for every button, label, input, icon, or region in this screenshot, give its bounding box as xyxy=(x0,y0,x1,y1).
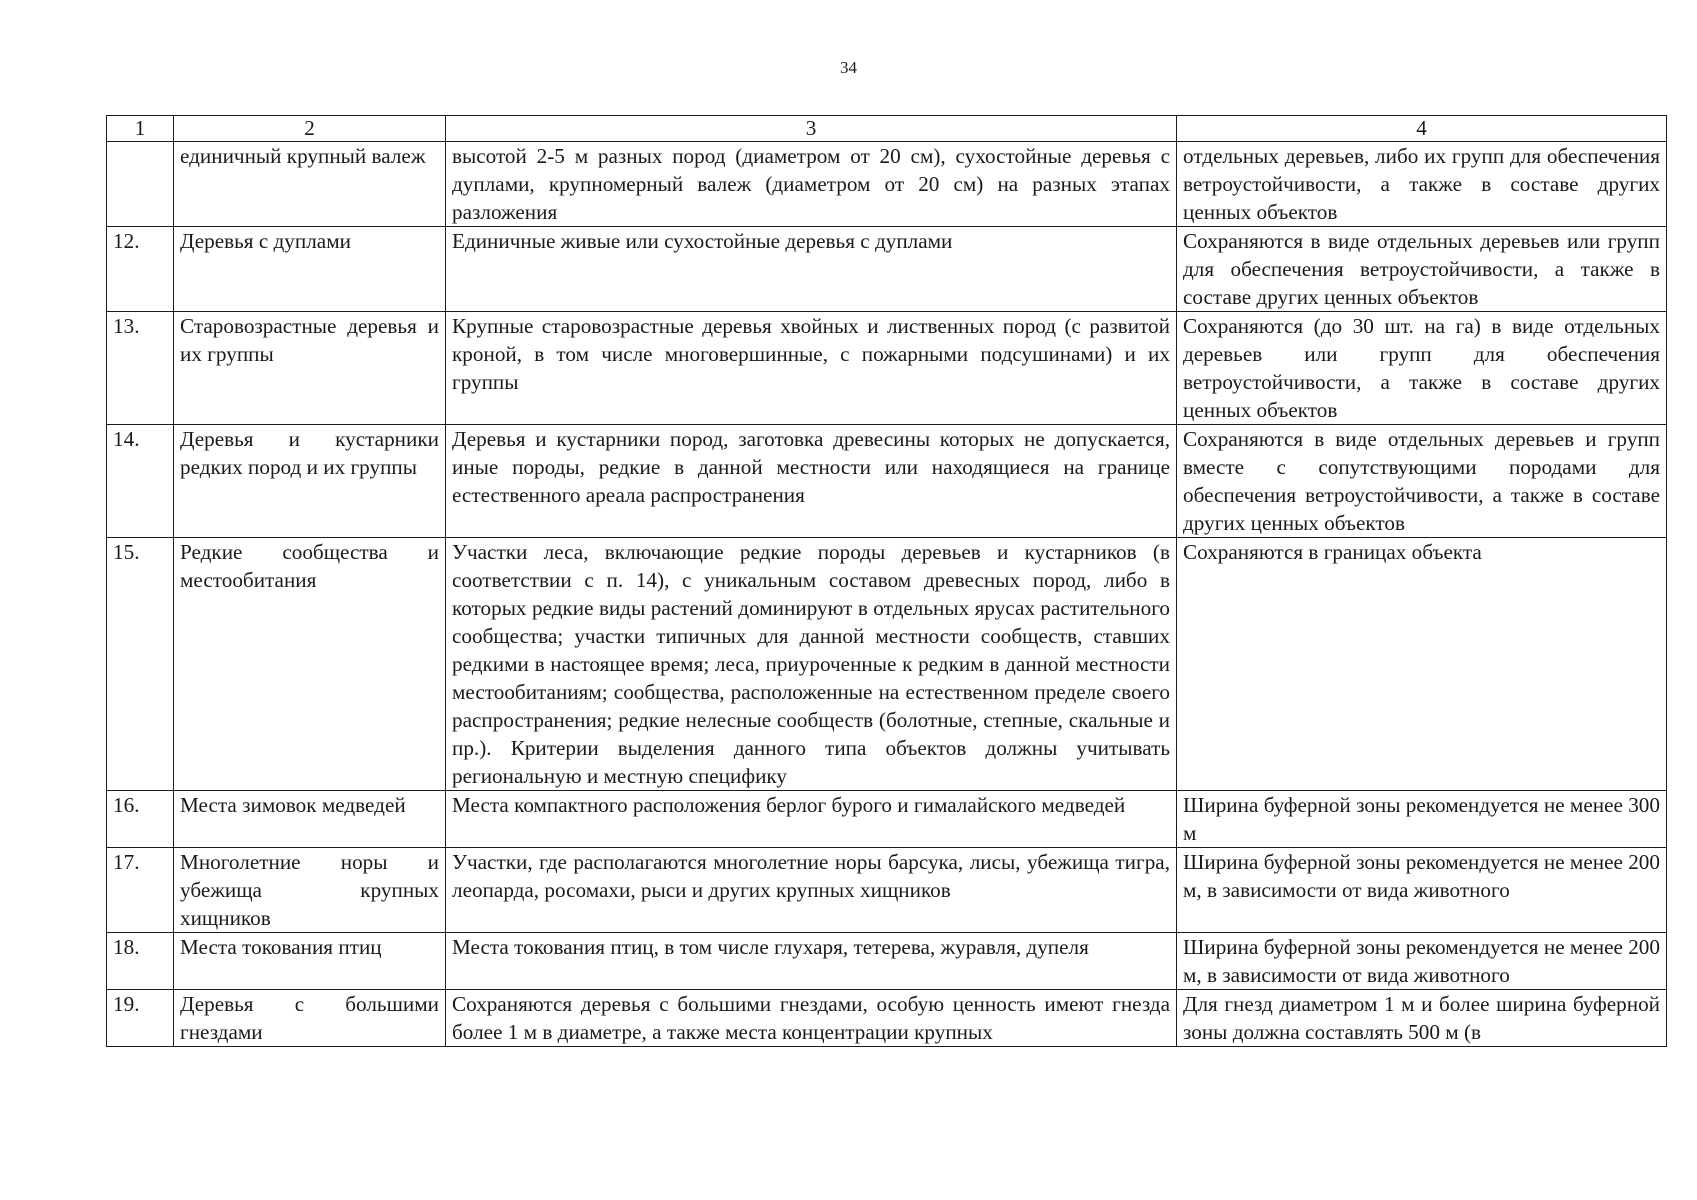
preservation-measures: Ширина буферной зоны рекомендуется не менее 300 м xyxy=(1177,791,1667,848)
table-row xyxy=(107,538,1667,791)
object-name: Места зимовок медведей xyxy=(174,791,446,848)
row-number: 13. xyxy=(107,312,174,425)
table-row xyxy=(107,227,1667,312)
preservation-measures: Ширина буферной зоны рекомендуется не менее 200 м, в зависимости от вида животного xyxy=(1177,848,1667,933)
preservation-measures: Сохраняются (до 30 шт. на га) в виде отдельных деревьев или групп для обеспечения ветроустойчивости, а также в составе других ценных объектов xyxy=(1177,312,1667,425)
object-description: Места компактного расположения берлог бурого и гималайского медведей xyxy=(446,791,1177,848)
object-name: Многолетние норы и убежища крупных хищников xyxy=(174,848,446,933)
object-description: высотой 2-5 м разных пород (диаметром от 20 см), сухостойные деревья с дуплами, крупномерный валеж (диаметром от 20 см) на разных этапах разложения xyxy=(446,142,1177,227)
column-header-2: 2 xyxy=(174,116,446,142)
column-header-1: 1 xyxy=(107,116,174,142)
row-number: 17. xyxy=(107,848,174,933)
row-number: 16. xyxy=(107,791,174,848)
column-header-4: 4 xyxy=(1177,116,1667,142)
object-name: Места токования птиц xyxy=(174,933,446,990)
preservation-measures: Для гнезд диаметром 1 м и более ширина буферной зоны должна составлять 500 м (в xyxy=(1177,990,1667,1047)
object-description: Крупные старовозрастные деревья хвойных и лиственных пород (с развитой кроной, в том числе многовершинные, с пожарными подсушинами) и их группы xyxy=(446,312,1177,425)
object-description: Места токования птиц, в том числе глухаря, тетерева, журавля, дупеля xyxy=(446,933,1177,990)
table-row xyxy=(107,142,1667,227)
table-row xyxy=(107,425,1667,538)
preservation-measures: Сохраняются в границах объекта xyxy=(1177,538,1667,791)
row-number: 18. xyxy=(107,933,174,990)
object-name: Деревья и кустарники редких пород и их группы xyxy=(174,425,446,538)
page-number: 34 xyxy=(840,58,857,77)
object-name: Редкие сообщества и местообитания xyxy=(174,538,446,791)
document-table xyxy=(106,115,1667,1047)
table-row xyxy=(107,791,1667,848)
table-row xyxy=(107,933,1667,990)
object-description: Деревья и кустарники пород, заготовка древесины которых не допускается, иные породы, редкие в данной местности или находящиеся на границе естественного ареала распространения xyxy=(446,425,1177,538)
row-number: 15. xyxy=(107,538,174,791)
preservation-measures: Ширина буферной зоны рекомендуется не менее 200 м, в зависимости от вида животного xyxy=(1177,933,1667,990)
table-row xyxy=(107,848,1667,933)
row-number: 14. xyxy=(107,425,174,538)
object-name: единичный крупный валеж xyxy=(174,142,446,227)
object-description: Сохраняются деревья с большими гнездами, особую ценность имеют гнезда более 1 м в диаметре, а также места концентрации крупных xyxy=(446,990,1177,1047)
object-name: Деревья с большими гнездами xyxy=(174,990,446,1047)
column-header-3: 3 xyxy=(446,116,1177,142)
object-description: Единичные живые или сухостойные деревья с дуплами xyxy=(446,227,1177,312)
preservation-measures: отдельных деревьев, либо их групп для обеспечения ветроустойчивости, а также в составе других ценных объектов xyxy=(1177,142,1667,227)
row-number: 19. xyxy=(107,990,174,1047)
table-row xyxy=(107,990,1667,1047)
preservation-measures: Сохраняются в виде отдельных деревьев или групп для обеспечения ветроустойчивости, а также в составе других ценных объектов xyxy=(1177,227,1667,312)
object-name: Деревья с дуплами xyxy=(174,227,446,312)
row-number xyxy=(107,142,174,227)
table-header-row xyxy=(107,116,1667,142)
object-name: Старовозрастные деревья и их группы xyxy=(174,312,446,425)
object-description: Участки, где располагаются многолетние норы барсука, лисы, убежища тигра, леопарда, росомахи, рыси и других крупных хищников xyxy=(446,848,1177,933)
preservation-measures: Сохраняются в виде отдельных деревьев и групп вместе с сопутствующими породами для обеспечения ветроустойчивости, а также в составе других ценных объектов xyxy=(1177,425,1667,538)
object-description: Участки леса, включающие редкие породы деревьев и кустарников (в соответствии с п. 14), с уникальным составом древесных пород, либо в которых редкие виды растений доминируют в отдельных ярусах растительного сообщества; участки типичных для данной местности сообществ, ставших редкими в настоящее время; леса, приуроченные к редким в данной местности местообитаниям; сообщества, расположенные на естественном пределе своего распространения; редкие нелесные сообществ (болотные, степные, скальные и пр.). Критерии выделения данного типа объектов должны учитывать региональную и местную специфику xyxy=(446,538,1177,791)
table-row xyxy=(107,312,1667,425)
row-number: 12. xyxy=(107,227,174,312)
